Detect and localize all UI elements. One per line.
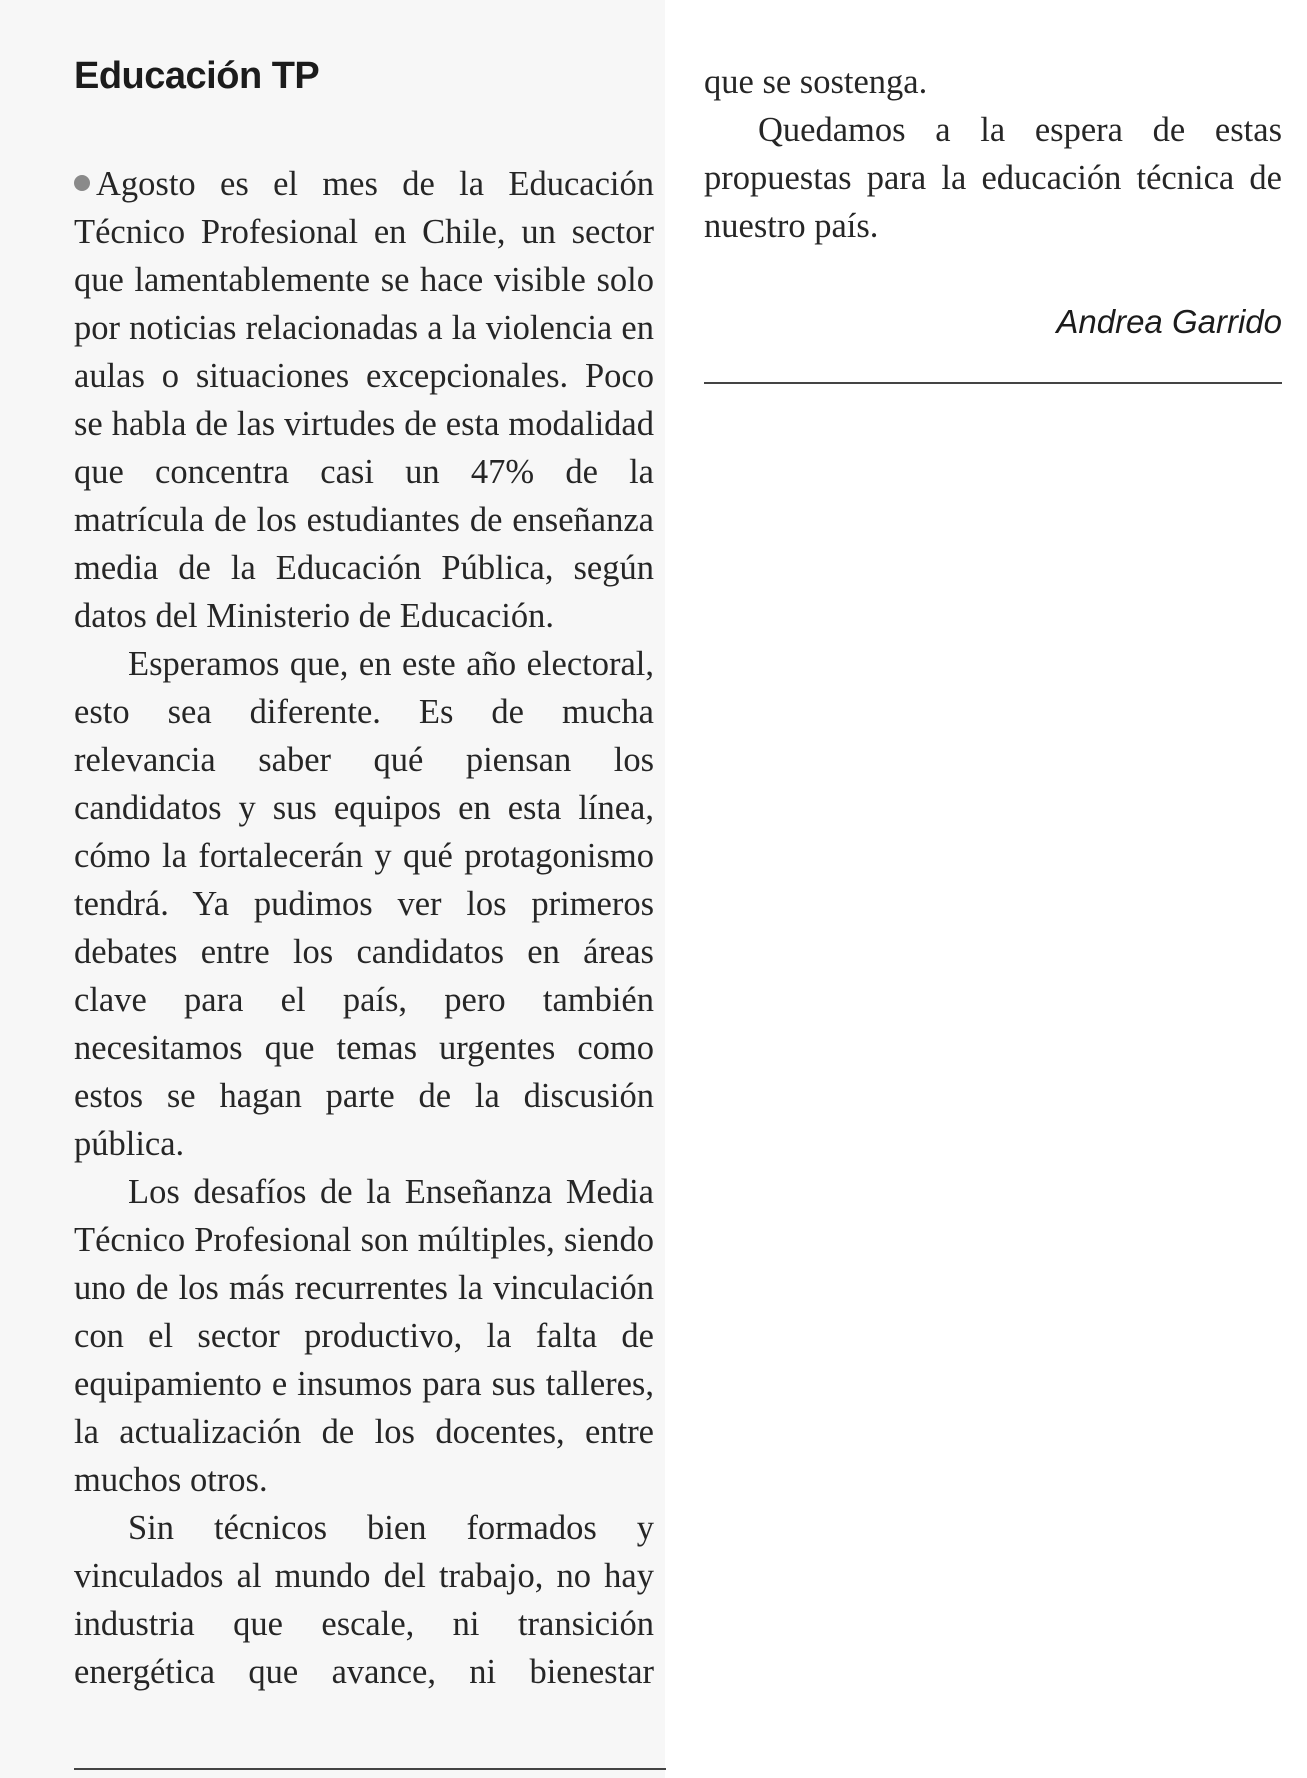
paragraph-1 <box>74 160 654 640</box>
divider-rule-bottom <box>74 1768 666 1770</box>
letter-title: Educación TP <box>74 55 320 97</box>
left-column <box>74 52 654 1696</box>
paragraph-2: Esperamos que, en este año electoral, esto sea diferente. Es de mucha relevancia saber qué piensan los candidatos y sus equipos en esta línea, cómo la fortalecerán y qué protagonismo tendrá. Ya pudimos ver los primeros debates entre los candidatos en áreas clave para el país, pero también necesitamos que temas urgentes como estos se hagan parte de la discusión pública. <box>74 645 654 1163</box>
paragraph-4-continuation: que se sostenga. <box>704 63 928 101</box>
paragraph-1-text: Agosto es el mes de la Educación Técnico Profesional en Chile, un sector que lamentablemente se hace visible solo por noticias relacionadas a la violencia en aulas o situaciones excepcionales. Poco se habla de las virtudes de esta modalidad que concentra casi un 47% de la matrícula de los estudiantes de enseñanza media de la Educación Pública, según datos del Ministerio de Educación. <box>74 165 654 635</box>
bullet-icon <box>74 175 90 191</box>
author-signature: Andrea Garrido <box>1056 303 1282 340</box>
right-column <box>704 58 1282 344</box>
paragraph-4: Sin técnicos bien formados y vinculados al mundo del trabajo, no hay industria que escale, ni transición energética que avance, ni bienestar <box>74 1509 654 1691</box>
divider-rule-right <box>704 382 1282 384</box>
paragraph-5: Quedamos a la espera de estas propuestas para la educación técnica de nuestro país. <box>704 111 1282 245</box>
paragraph-3: Los desafíos de la Enseñanza Media Técnico Profesional son múltiples, siendo uno de los más recurrentes la vinculación con el sector productivo, la falta de equipamiento e insumos para sus talleres, la actualización de los docentes, entre muchos otros. <box>74 1173 654 1499</box>
